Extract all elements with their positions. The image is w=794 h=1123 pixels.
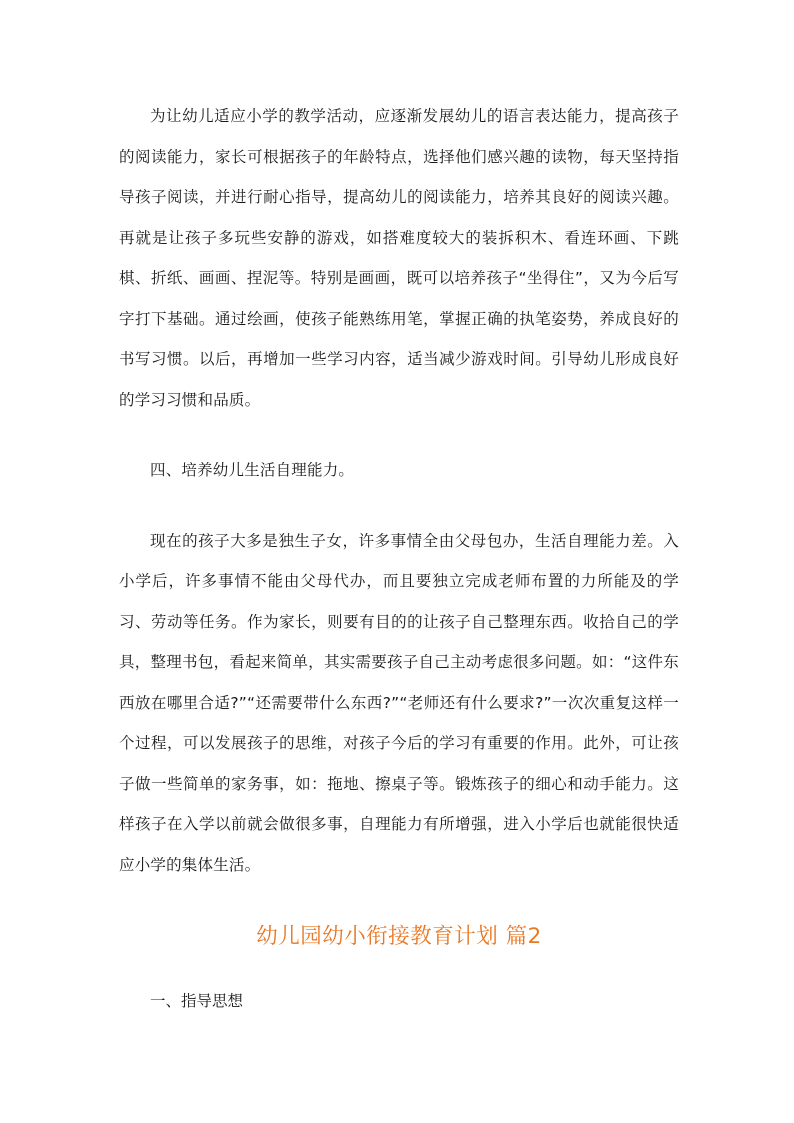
body-paragraph-reading: 为让幼儿适应小学的教学活动，应逐渐发展幼儿的语言表达能力，提高孩子的阅读能力，家长可根据孩子的年龄特点，选择他们感兴趣的读物，每天坚持指导孩子阅读，并进行耐心指导，提高幼儿的阅读能力，培养其良好的阅读兴趣。再就是让孩子多玩些安静的游戏，如搭难度较大的装拆积木、看连环画、下跳棋、折纸、画画、捏泥等。特别是画画，既可以培养孩子“坐得住”，又为今后写字打下基础。通过绘画，使孩子能熟练用笔，掌握正确的执笔姿势，养成良好的书写习惯。以后，再增加一些学习内容，适当减少游戏时间。引导幼儿形成良好的学习习惯和品质。 xyxy=(119,107,679,409)
subheading-guiding-thought: 一、指导思想 xyxy=(150,992,244,1010)
section-title: 幼儿园幼小衔接教育计划 篇2 xyxy=(256,924,542,949)
document-page xyxy=(119,96,679,1021)
body-paragraph-self-care: 现在的孩子大多是独生子女，许多事情全由父母包办，生活自理能力差。入小学后，许多事情不能由父母代办，而且要独立完成老师布置的力所能及的学习、劳动等任务。作为家长，则要有目的的让孩子自己整理东西。收拾自己的学具，整理书包，看起来简单，其实需要孩子自己主动考虑很多问题。如：“这件东西放在哪里合适?”“还需要带什么东西?”“老师还有什么要求?”一次次重复这样一个过程，可以发展孩子的思维，对孩子今后的学习有重要的作用。此外，可让孩子做一些简单的家务事，如：拖地、擦桌子等。锻炼孩子的细心和动手能力。这样孩子在入学以前就会做很多事，自理能力有所增强，进入小学后也就能很快适应小学的集体生活。 xyxy=(119,531,679,874)
section-heading-self-care: 四、培养幼儿生活自理能力。 xyxy=(150,461,355,479)
